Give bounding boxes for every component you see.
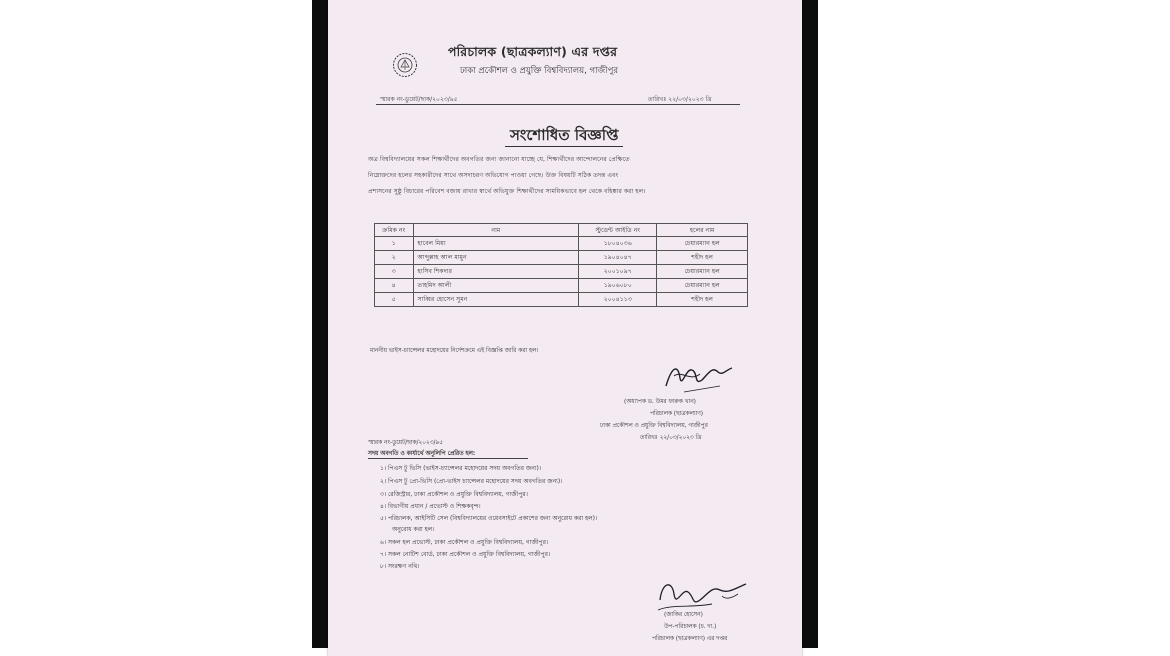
deputy-title: উপ-পরিচালক (চ. দা.) bbox=[664, 624, 717, 630]
header-serial: ক্রমিক নং bbox=[375, 224, 414, 237]
cell-serial: ১ bbox=[375, 237, 414, 251]
table-row bbox=[375, 265, 748, 279]
cell-id: ১৯০৪০৪৭ bbox=[579, 251, 657, 265]
cell-id: ২০০৪১১৩ bbox=[579, 293, 657, 307]
memo-number: স্মারক নং-ডুয়েট/ছাক/২০২৩/৯৫ bbox=[380, 96, 458, 103]
list-item: ৭। সকল নোটিশ বোর্ড, ঢাকা প্রকৌশল ও প্রযুক্তি বিশ্ববিদ্যালয়, গাজীপুর। bbox=[380, 551, 551, 558]
deputy-name: (জাকির হোসেন) bbox=[664, 612, 703, 618]
signatory-office: ঢাকা প্রকৌশল ও প্রযুক্তি বিশ্ববিদ্যালয়, গাজীপুর bbox=[600, 423, 708, 429]
cell-hall: চেয়ারম্যান হল bbox=[657, 265, 748, 279]
distribution-underline bbox=[368, 458, 528, 459]
headline-underline bbox=[505, 146, 623, 147]
deputy-office: পরিচালক (ছাত্রকল্যাণ) এর দপ্তর bbox=[652, 636, 728, 642]
cell-serial: ৩ bbox=[375, 265, 414, 279]
signatory-name: (অধ্যাপক ড. উমর ফারুক খান) bbox=[624, 399, 696, 405]
cell-serial: ২ bbox=[375, 251, 414, 265]
cell-id: ২০০১০৯৭ bbox=[579, 265, 657, 279]
cell-serial: ৫ bbox=[375, 293, 414, 307]
university-logo-icon bbox=[392, 52, 418, 78]
list-item: ৩। রেজিস্ট্রার, ঢাকা প্রকৌশল ও প্রযুক্তি বিশ্ববিদ্যালয়, গাজীপুর। bbox=[380, 491, 528, 498]
list-item: ৪। বিভাগীয় প্রধান / প্রভোস্ট ও শিক্ষকবৃন্দ। bbox=[380, 503, 481, 510]
header-divider bbox=[376, 104, 740, 105]
cell-name: সাব্বির হোসেন সুমন bbox=[413, 293, 579, 307]
cell-hall: শহীদ হল bbox=[657, 251, 748, 265]
table-row bbox=[375, 251, 748, 265]
list-item: ১। পিএস টু ভিসি (ভাইস-চ্যান্সেলর মহোদয়ের সদয় অবগতির জন্য)। bbox=[380, 465, 542, 472]
notice-headline: সংশোধিত বিজ্ঞপ্তি bbox=[510, 126, 619, 144]
signatory-date: তারিখঃ ২২/০৩/২০২৩ খ্রি bbox=[640, 435, 702, 441]
list-item-continuation: অনুরোধ করা হল। bbox=[392, 526, 435, 533]
cell-name: তাহমিদ আলী bbox=[413, 279, 579, 293]
university-name: ঢাকা প্রকৌশল ও প্রযুক্তি বিশ্ববিদ্যালয়, গাজীপুর bbox=[460, 66, 619, 76]
header-hall: হলের নাম bbox=[657, 224, 748, 237]
header-name: নাম bbox=[413, 224, 579, 237]
cell-id: ১৮০৪০৩৬ bbox=[579, 237, 657, 251]
office-title: পরিচালক (ছাত্রকল্যাণ) এর দপ্তর bbox=[448, 44, 618, 59]
header-id: স্টুডেন্ট আইডি নং bbox=[579, 224, 657, 237]
director-signature-icon bbox=[660, 356, 740, 398]
signatory-title: পরিচালক (ছাত্রকল্যাণ) bbox=[650, 411, 704, 417]
distribution-memo: স্মারক নং-ডুয়েট/ছাক/২০২৩/৯৫ bbox=[368, 440, 443, 446]
list-item: ৬। সকল হল প্রভোস্ট, ঢাকা প্রকৌশল ও প্রযুক্তি বিশ্ববিদ্যালয়, গাজীপুর। bbox=[380, 539, 549, 546]
table-row bbox=[375, 293, 748, 307]
memo-date: তারিখঃ ২২/০৩/২০২৩ খ্রি bbox=[648, 96, 712, 103]
cell-name: হাবেল মিয়া bbox=[413, 237, 579, 251]
cell-name: আব্দুল্লাহ আল মামুন bbox=[413, 251, 579, 265]
student-table bbox=[374, 223, 748, 307]
closing-statement: মাননীয় ভাইস-চ্যান্সেলর মহোদয়ের নির্দেশক্রমে এই বিজ্ঞপ্তি জারি করা হল। bbox=[370, 348, 539, 354]
paragraph-line: প্রশাসনের সুষ্ঠু বিচারের পরিবেশ বজায় রাখার স্বার্থে অভিযুক্ত শিক্ষার্থীদের সাময়িকভাবে হল থেকে বহিষ্কার করা হল। bbox=[368, 188, 646, 195]
cell-name: হাসিব শিকদার bbox=[413, 265, 579, 279]
list-item: ২। পিএস টু প্রো-ভিসি (প্রো-ভাইস চ্যান্সেলর মহোদয়ের সদয় অবগতির জন্য)। bbox=[380, 478, 563, 485]
cell-hall: চেয়ারম্যান হল bbox=[657, 279, 748, 293]
paragraph-line: নিম্নোক্তদের হলের সহকারীদের সাথে অসদাচরণ অভিযোগ পাওয়া গেছে। উক্ত বিষয়টি সঠিক তদন্ত এবং bbox=[368, 172, 619, 179]
distribution-heading: সদয় অবগতি ও কার্যার্থে অনুলিপি প্রেরিত হল: bbox=[368, 451, 476, 457]
cell-serial: ৪ bbox=[375, 279, 414, 293]
paragraph-line: অত্র বিশ্ববিদ্যালয়ের সকল শিক্ষার্থীদের অবগতির জন্য জানানো যাচ্ছে যে, শিক্ষার্থীদের আন্দোলনের প্রেক্ষিতে bbox=[368, 156, 630, 163]
list-item: ৫। পরিচালক, আইসিটি সেল (বিশ্ববিদ্যালয়ের ওয়েবসাইটে প্রকাশের জন্য অনুরোধ করা হল)। bbox=[380, 515, 598, 522]
table-header-row bbox=[375, 224, 748, 237]
cell-id: ১৯০৬০৮০ bbox=[579, 279, 657, 293]
cell-hall: শহীদ হল bbox=[657, 293, 748, 307]
table-row bbox=[375, 237, 748, 251]
list-item: ৮। সংরক্ষণ নথি। bbox=[380, 563, 420, 570]
table-row bbox=[375, 279, 748, 293]
cell-hall: চেয়ারম্যান হল bbox=[657, 237, 748, 251]
